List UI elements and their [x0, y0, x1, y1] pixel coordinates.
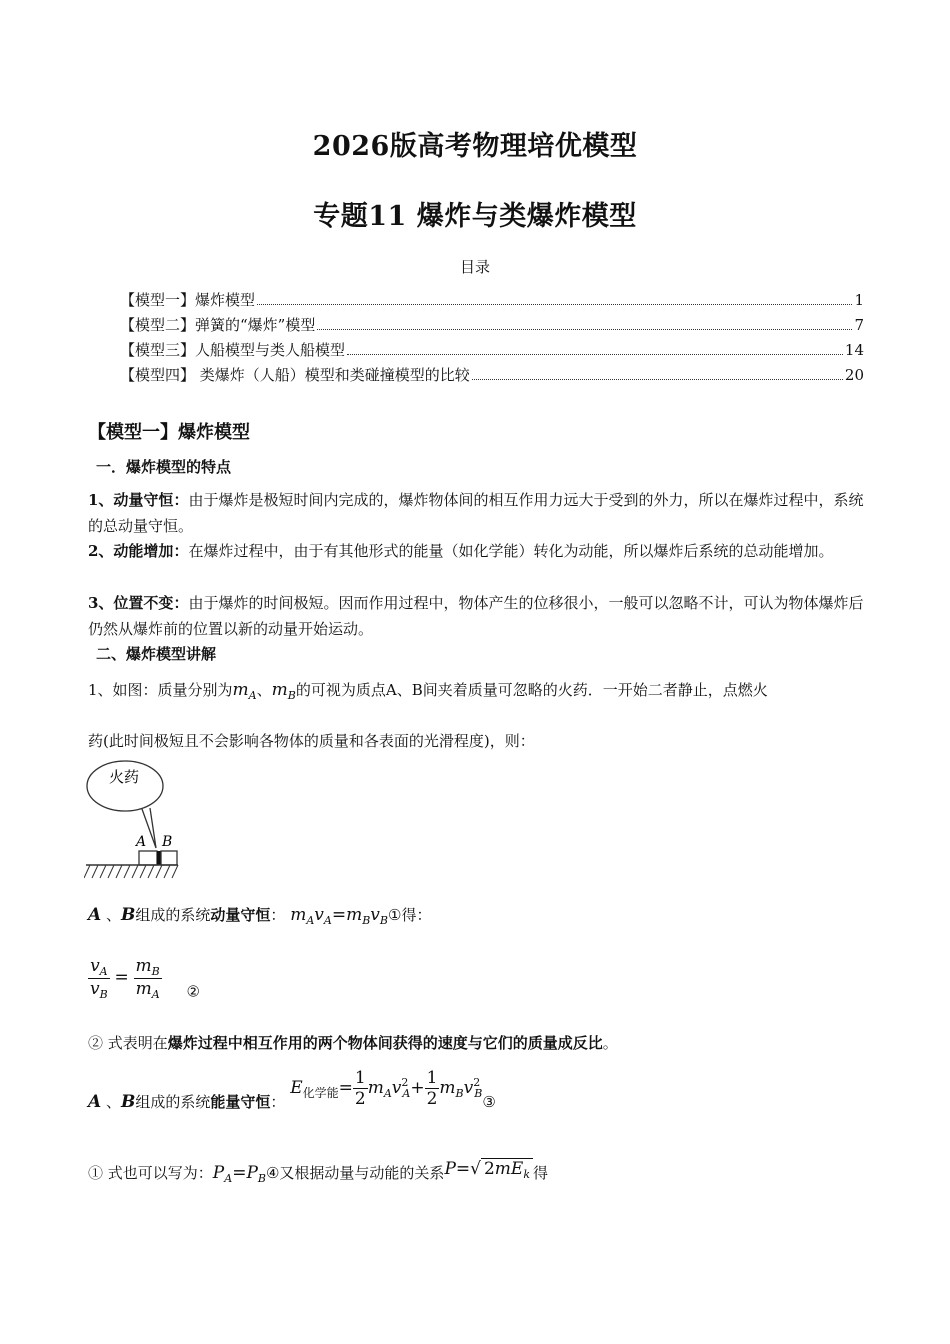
toc-leader [317, 328, 852, 330]
term: 动量守恒 [210, 906, 271, 924]
explosion-figure [84, 756, 184, 882]
velocity-ratio-equation: $\frac{v_A}{v_B}$ = $\frac{m_B}{m_A}$ ② [90, 956, 200, 1001]
formula-mB: $m_B$ [271, 680, 296, 702]
equation-number: ② [186, 982, 200, 1001]
label-a: A [136, 834, 147, 850]
toc-entry-label: 【模型二】弹簧的“爆炸”模型 [120, 316, 316, 334]
paragraph-position [88, 590, 864, 642]
toc-leader [257, 303, 852, 305]
term: 2、动能增加： [88, 542, 189, 560]
toc-entry[interactable] [120, 364, 864, 389]
toc-entry-label: 【模型一】爆炸模型 [120, 291, 256, 309]
toc-entry-page: 7 [854, 316, 864, 334]
formula-energy: $E_{化学能}=$ $\frac{1}{2}$ $m_Av^2_A+$ $\frac{1}{2}$ $m_Bv^2_B$ [290, 1068, 483, 1109]
line-text: ① 式也可以写为： [88, 1164, 213, 1182]
document-subtitle: 专题11 爆炸与类爆炸模型 [313, 201, 637, 232]
paragraph-momentum [88, 487, 864, 539]
line-text: ： [270, 906, 286, 924]
energy-equation-line: A 、B组成的系统能量守恒： $E_{化学能}=$ $\frac{1}{2}$ $m_Av^2_A+$ $\frac{1}{2}$ $m_Bv^2_B③$ [88, 1068, 496, 1112]
toc-heading: 目录 [459, 258, 490, 276]
conclusion-line [88, 1032, 618, 1053]
paragraph-text: 由于爆炸的时间极短。因而作用过程中，物体产生的位移很小，一般可以忽略不计，可认为物体爆炸后仍然从爆炸前的位置以新的动量开始运动。 [88, 594, 864, 638]
document-title: 2026版高考物理培优模型 [312, 131, 638, 162]
term: 爆炸过程中相互作用的两个物体间获得的速度与它们的质量成反比 [167, 1034, 603, 1052]
toc-entry-label: 【模型三】人船模型与类人船模型 [120, 341, 346, 359]
line-text: 组成的系统 [135, 906, 211, 924]
momentum-relation-line [88, 1159, 549, 1185]
symbol-a: A [88, 1092, 102, 1112]
toc-entry[interactable] [120, 314, 864, 339]
symbol-b: B [120, 905, 136, 925]
label-b: B [162, 834, 173, 850]
subscript-text: 化学能 [302, 1086, 339, 1100]
fraction-velocity: $\frac{v_A}{v_B}$ [90, 956, 108, 1001]
symbol-b: B [120, 1092, 136, 1112]
separator: 、 [256, 681, 272, 699]
paragraph-kinetic-energy [88, 538, 864, 564]
paragraph-text: 在爆炸过程中，由于有其他形式的能量（如化学能）转化为动能，所以爆炸后系统的总动能增加。 [188, 542, 834, 560]
line-text: ①得： [388, 906, 432, 924]
term: 3、位置不变： [88, 594, 189, 612]
toc-entry-label: 【模型四】 类爆炸（人船）模型和类碰撞模型的比较 [120, 366, 470, 384]
paragraph-continued: 药(此时间极短且不会影响各物体的质量和各表面的光滑程度)，则： [88, 732, 535, 750]
momentum-equation-line: A 、B组成的系统动量守恒： $m_Av_A=m_Bv_B①$得： [88, 905, 432, 927]
paragraph-text: 1、如图：质量分别为 [88, 681, 233, 699]
formula-pa-pb: $P_A=P_B$ [212, 1163, 266, 1185]
paragraph-text: 由于爆炸是极短时间内完成的，爆炸物体间的相互作用力远大于受到的外力，所以在爆炸过程中，系统的总动量守恒。 [88, 491, 864, 535]
symbol-a: A [88, 905, 102, 925]
line-text: ： [270, 1093, 286, 1111]
subsection-heading: 一．爆炸模型的特点 [96, 458, 232, 476]
toc-entry-page: 1 [854, 291, 864, 309]
term: 能量守恒 [210, 1093, 271, 1111]
toc-entry-page: 14 [844, 341, 864, 359]
line-text: ④又根据动量与动能的关系 [265, 1164, 445, 1182]
toc-entry[interactable] [120, 339, 864, 364]
formula-momentum: $m_Av_A=m_Bv_B$ [290, 905, 388, 927]
section-heading: 【模型一】爆炸模型 [88, 422, 250, 443]
formula-mA: $m_A$ [232, 680, 257, 702]
toc-leader [472, 378, 843, 380]
paragraph-example [88, 677, 864, 709]
toc-leader [347, 353, 843, 355]
toc-entry-page: 20 [844, 366, 864, 384]
term: 1、动量守恒： [88, 491, 189, 509]
line-text: 组成的系统 [135, 1093, 211, 1111]
block-a [139, 851, 157, 865]
block-b [161, 851, 177, 865]
fraction-mass: $\frac{m_B}{m_A}$ [135, 956, 160, 1001]
line-text: 得 [533, 1164, 549, 1182]
table-of-contents [120, 289, 864, 389]
ground-hatching [84, 865, 178, 878]
subsection-heading: 二、爆炸模型讲解 [96, 645, 217, 663]
formula-p-sqrt: P=√ $2mE_k$ [444, 1159, 533, 1179]
line-text: 。 [602, 1034, 618, 1052]
bubble-text: 火药 [109, 768, 140, 786]
equation-number: ③ [482, 1093, 496, 1111]
line-text: ② 式表明在 [88, 1034, 168, 1052]
toc-entry[interactable] [120, 289, 864, 314]
paragraph-text: 的可视为质点A、B间夹着质量可忽略的火药．一开始二者静止，点燃火 [295, 681, 768, 699]
